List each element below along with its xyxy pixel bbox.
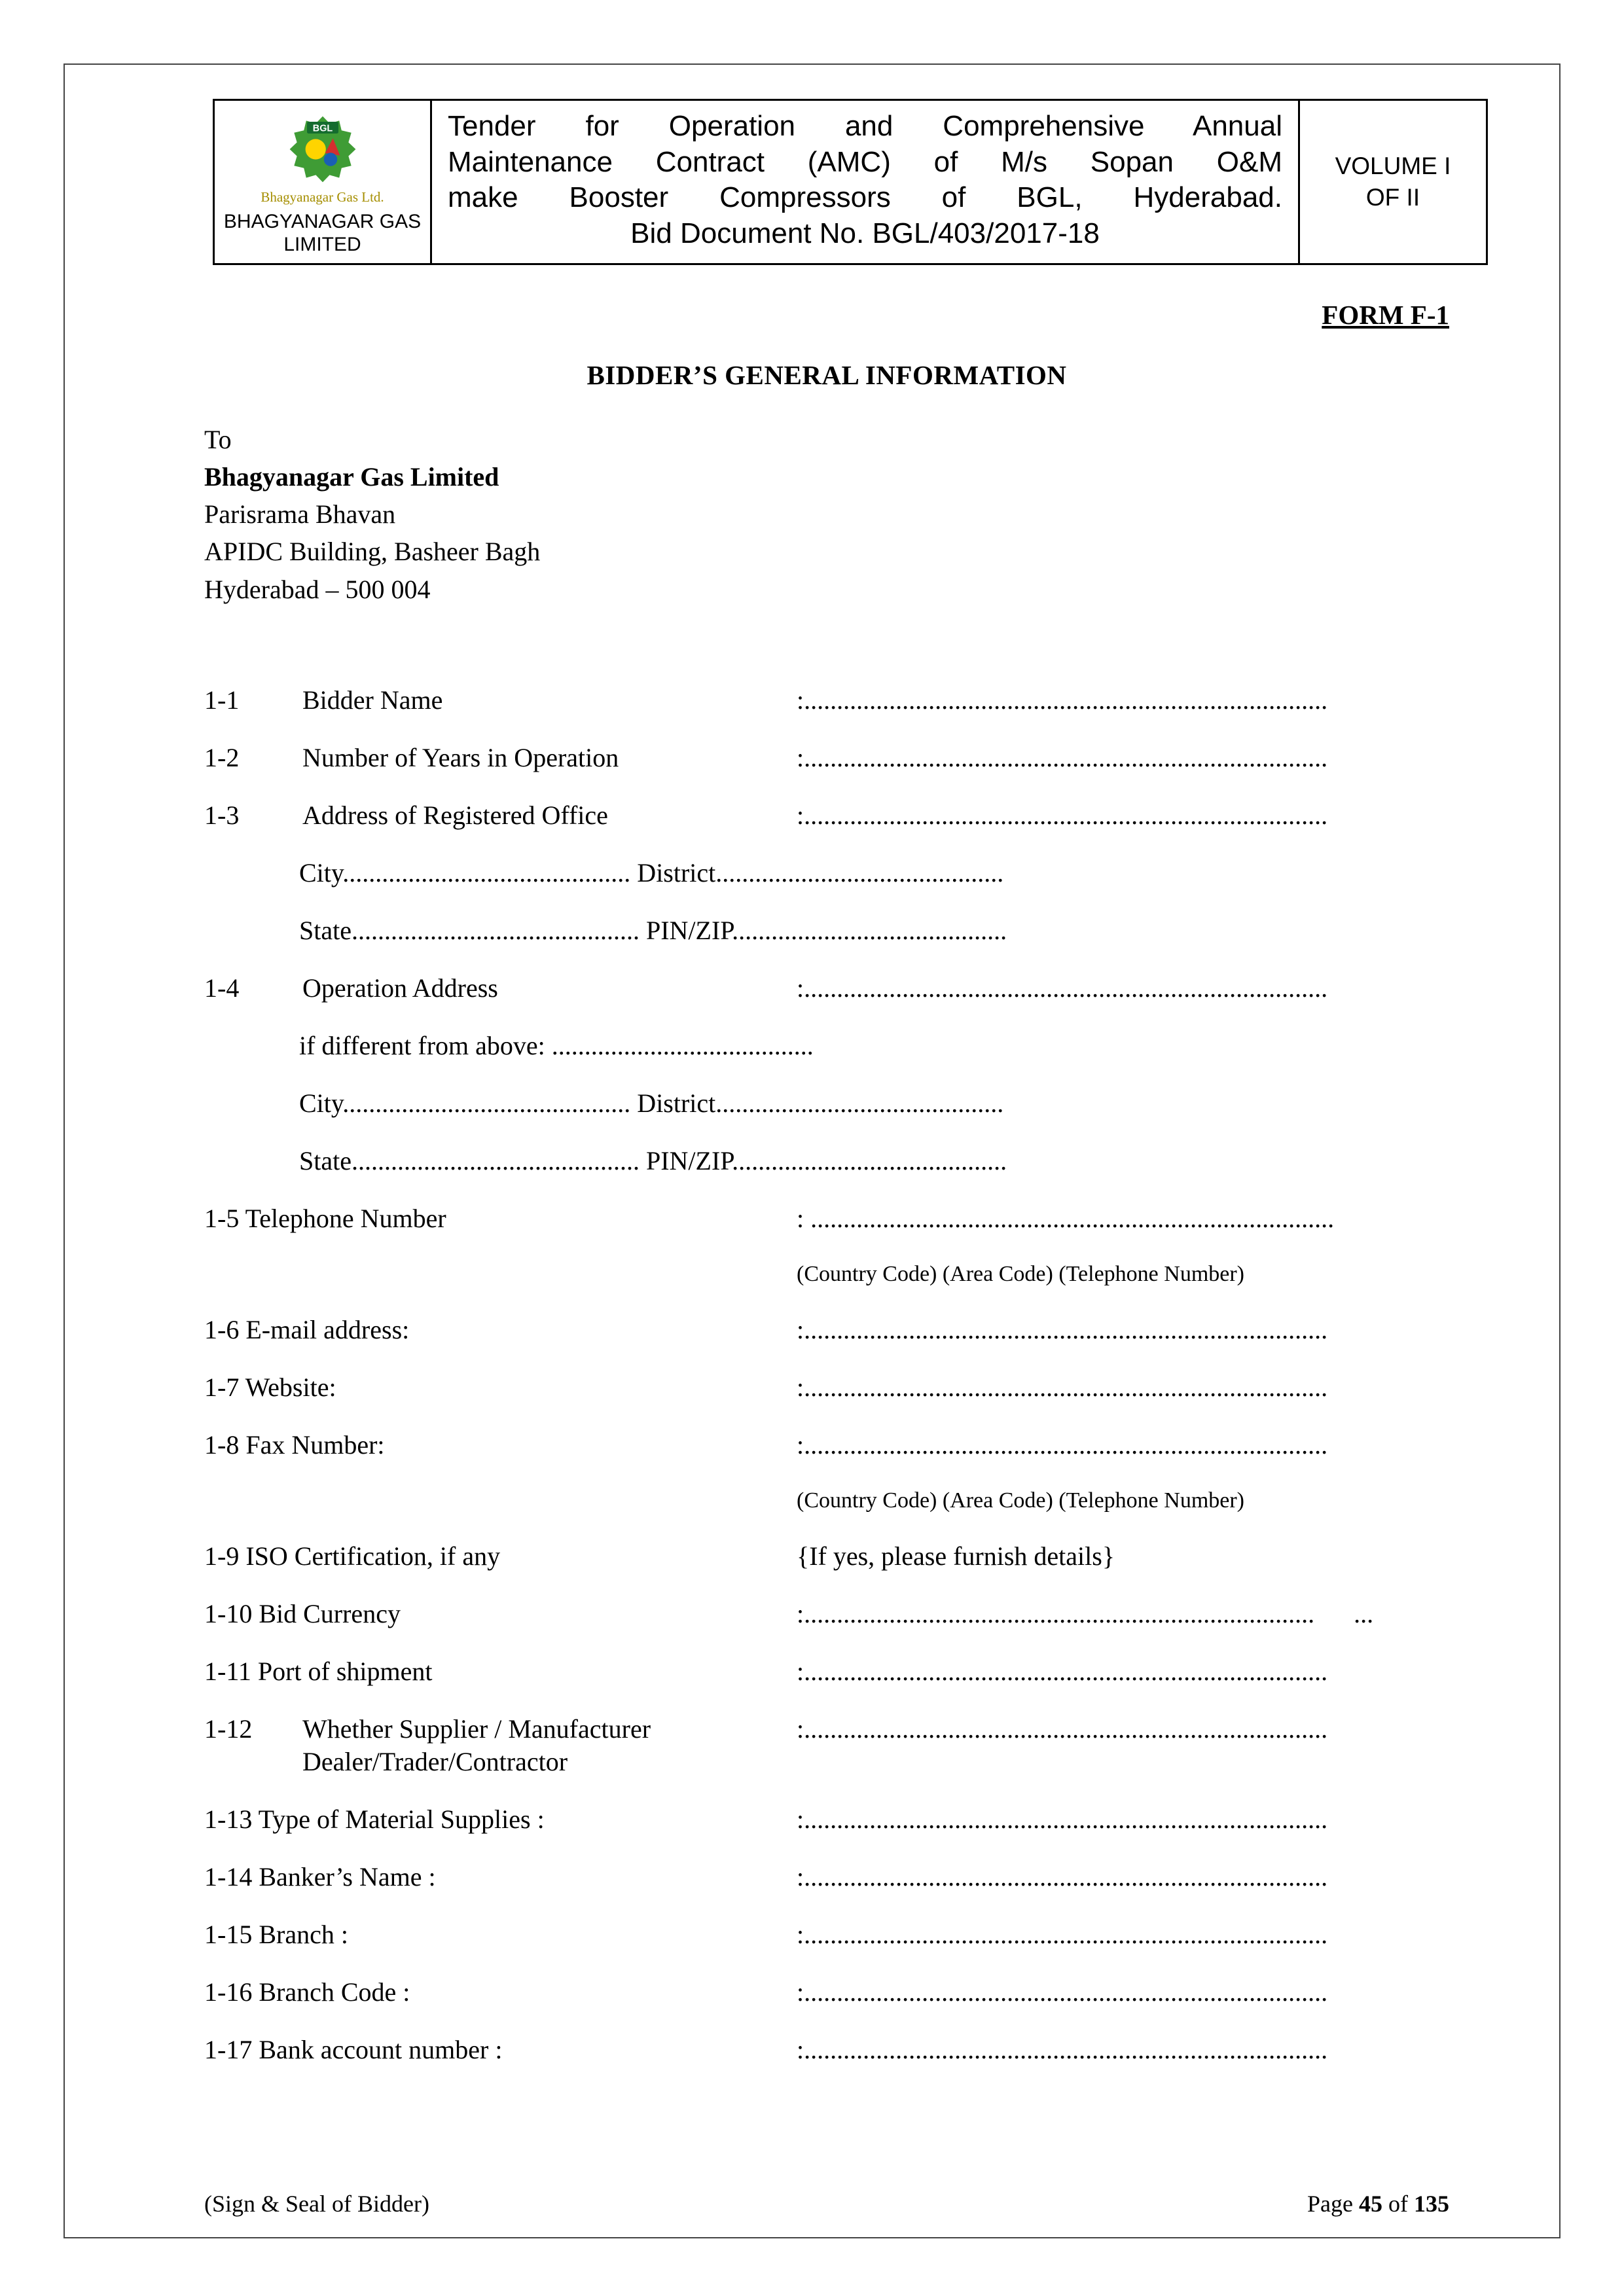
row-value-dots: :................................................................................ bbox=[797, 800, 1328, 830]
row-value-text: {If yes, please furnish details} bbox=[797, 1541, 1115, 1571]
row-fax-note bbox=[204, 1486, 1449, 1515]
row-label: 1-6 E-mail address: bbox=[204, 1314, 410, 1344]
row-port-of-shipment bbox=[204, 1655, 1449, 1688]
row-bid-currency bbox=[204, 1598, 1449, 1630]
tender-title-cell bbox=[432, 101, 1300, 263]
row-city-district: City............................................ District............................................ bbox=[299, 857, 1004, 888]
page-total: 135 bbox=[1414, 2191, 1449, 2217]
row-website bbox=[204, 1371, 1449, 1404]
address-to: To bbox=[204, 424, 232, 454]
row-operation-address bbox=[204, 972, 1449, 1005]
row-value-dots: :................................................................................ bbox=[797, 1656, 1328, 1686]
row-number: 1-2 bbox=[204, 742, 240, 772]
row-label bbox=[302, 1713, 797, 1778]
row-label: 1-10 Bid Currency bbox=[204, 1598, 401, 1628]
row-label: 1-15 Branch : bbox=[204, 1919, 348, 1949]
row-label: Operation Address bbox=[302, 973, 498, 1003]
page-label: Page bbox=[1307, 2191, 1353, 2217]
row-iso-certification bbox=[204, 1540, 1449, 1573]
row-number: 1-3 bbox=[204, 800, 240, 830]
row-value-dots: : ................................................................................ bbox=[797, 1203, 1335, 1233]
row-value-dots: :................................................................................ bbox=[797, 685, 1328, 715]
row-value-dots: :................................................................................ bbox=[797, 1429, 1328, 1460]
address-line1: Parisrama Bhavan bbox=[204, 499, 396, 529]
row-label: 1-11 Port of shipment bbox=[204, 1656, 433, 1686]
page-footer bbox=[204, 2190, 1449, 2217]
row-state-pin: State............................................ PIN/ZIP.......................................... bbox=[299, 915, 1007, 945]
tender-title-line1: Tender for Operation and Comprehensive Annual bbox=[448, 110, 1282, 142]
page-number: 45 bbox=[1359, 2191, 1382, 2217]
bgl-logo-icon bbox=[280, 110, 366, 188]
form-fields bbox=[204, 684, 1449, 2066]
row-telephone-note bbox=[204, 1260, 1449, 1289]
row-value-dots: :................................................................................ bbox=[797, 742, 1328, 772]
logo-abbr-text: BGL bbox=[312, 123, 333, 134]
row-supplier-type bbox=[204, 1713, 1449, 1778]
of-label: of bbox=[1388, 2191, 1408, 2217]
row-label: 1-17 Bank account number : bbox=[204, 2034, 503, 2064]
row-email bbox=[204, 1314, 1449, 1346]
row-value-dots: :................................................................................ bbox=[797, 1977, 1328, 2007]
recipient-address bbox=[204, 421, 1449, 608]
logo-cell bbox=[215, 101, 432, 263]
bid-document-number: Bid Document No. BGL/403/2017-18 bbox=[630, 217, 1100, 249]
row-if-different: if different from above: ........................................ bbox=[299, 1030, 814, 1060]
row-telephone bbox=[204, 1202, 1449, 1235]
row-label: Bidder Name bbox=[302, 685, 443, 715]
row-value-dots: :................................................................................ bbox=[797, 1314, 1328, 1344]
row-label: 1-8 Fax Number: bbox=[204, 1429, 385, 1460]
row-label-line1: Whether Supplier / Manufacturer bbox=[302, 1713, 651, 1744]
row-label: 1-5 Telephone Number bbox=[204, 1203, 446, 1233]
row-value-dots: :................................................................................ bbox=[797, 2034, 1328, 2064]
page-content bbox=[65, 299, 1559, 2066]
row-label: 1-14 Banker’s Name : bbox=[204, 1861, 436, 1892]
row-value-dots: :................................................................................ bbox=[797, 1713, 1328, 1744]
address-line3: Hyderabad – 500 004 bbox=[204, 574, 431, 604]
row-value-dots: :................................................................................ bbox=[797, 973, 1328, 1003]
form-number: FORM F-1 bbox=[1322, 299, 1449, 330]
row-label: 1-7 Website: bbox=[204, 1372, 336, 1402]
row-city-district: City............................................ District............................................ bbox=[299, 1088, 1004, 1118]
row-number: 1-4 bbox=[204, 973, 240, 1003]
row-branch bbox=[204, 1918, 1449, 1951]
logo-brand-text: Bhagyanagar Gas Ltd. bbox=[261, 189, 384, 205]
sign-seal-text: (Sign & Seal of Bidder) bbox=[204, 2191, 429, 2217]
note-text: (Country Code) (Area Code) (Telephone Number) bbox=[797, 1488, 1245, 1513]
row-number: 1-1 bbox=[204, 685, 240, 715]
volume-line2: OF II bbox=[1365, 183, 1420, 211]
row-label-line2: Dealer/Trader/Contractor bbox=[302, 1746, 568, 1776]
page-indicator bbox=[1307, 2190, 1449, 2217]
row-value-dots: :................................................................................ bbox=[797, 1861, 1328, 1892]
address-line2: APIDC Building, Basheer Bagh bbox=[204, 537, 541, 567]
company-name-line1: BHAGYANAGAR GAS bbox=[223, 211, 422, 233]
row-value-dots: :................................................................................ bbox=[797, 1372, 1328, 1402]
row-number: 1-12 bbox=[204, 1713, 253, 1744]
address-company: Bhagyanagar Gas Limited bbox=[204, 462, 499, 492]
row-label: 1-16 Branch Code : bbox=[204, 1977, 410, 2007]
page-border-frame bbox=[63, 63, 1561, 2238]
tender-title-line3: make Booster Compressors of BGL, Hyderabad. bbox=[448, 181, 1282, 214]
note-text: (Country Code) (Area Code) (Telephone Number) bbox=[797, 1261, 1245, 1286]
document-header bbox=[213, 99, 1488, 265]
row-label: 1-13 Type of Material Supplies : bbox=[204, 1804, 545, 1834]
company-name bbox=[224, 210, 421, 257]
note-spacer bbox=[204, 1486, 797, 1515]
page-title: BIDDER’S GENERAL INFORMATION bbox=[586, 359, 1067, 390]
row-fax bbox=[204, 1429, 1449, 1462]
row-value-dots: :................................................................................ bbox=[797, 1804, 1328, 1834]
row-value-dots: :................................................................................ bbox=[797, 1919, 1328, 1949]
row-years-in-operation bbox=[204, 742, 1449, 774]
row-material-supplies bbox=[204, 1803, 1449, 1836]
row-branch-code bbox=[204, 1976, 1449, 2009]
row-bidder-name bbox=[204, 684, 1449, 717]
row-registered-office bbox=[204, 799, 1449, 832]
tender-title-line2: Maintenance Contract (AMC) of M/s Sopan O&M bbox=[448, 145, 1282, 178]
volume-line1: VOLUME I bbox=[1335, 152, 1451, 179]
volume-cell bbox=[1300, 101, 1486, 263]
row-label: Number of Years in Operation bbox=[302, 742, 619, 772]
note-spacer bbox=[204, 1260, 797, 1289]
row-state-pin: State............................................ PIN/ZIP.......................................... bbox=[299, 1145, 1007, 1175]
row-banker-name bbox=[204, 1861, 1449, 1893]
row-bank-account bbox=[204, 2034, 1449, 2066]
row-label: 1-9 ISO Certification, if any bbox=[204, 1541, 501, 1571]
row-value-dots: :.............................................................................. ... bbox=[797, 1598, 1374, 1628]
company-name-line2: LIMITED bbox=[283, 234, 361, 256]
row-label: Address of Registered Office bbox=[302, 800, 608, 830]
